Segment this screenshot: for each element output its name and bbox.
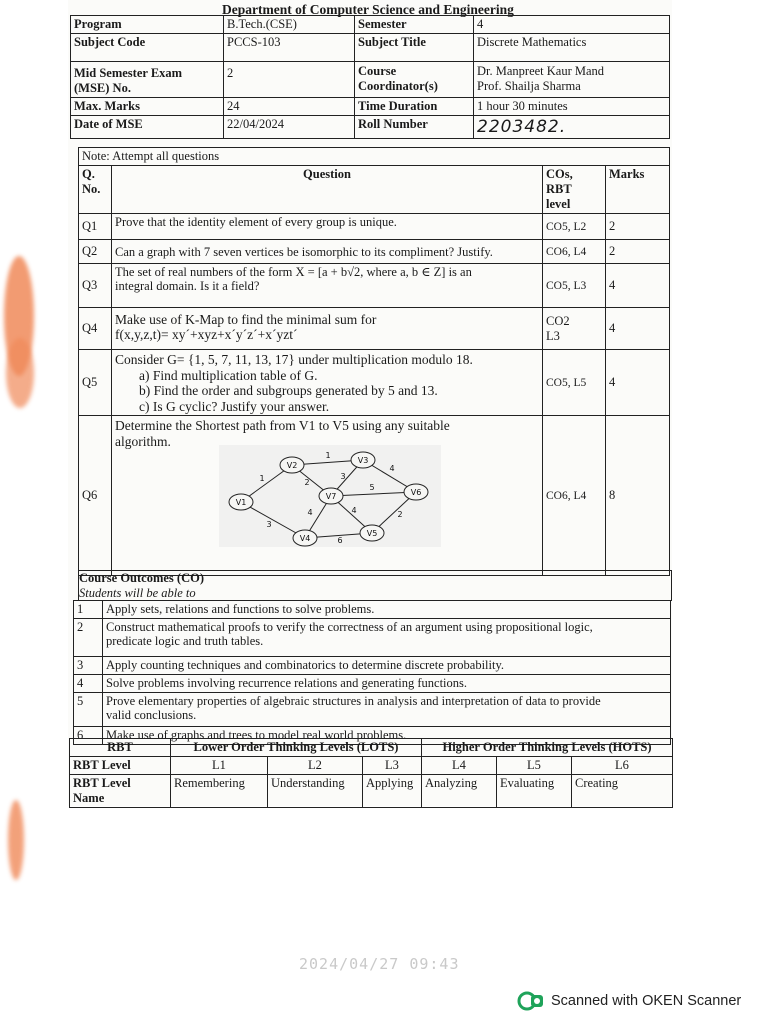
scanner-text: Scanned with OKEN Scanner [551, 993, 742, 1009]
node-label-v4: V4 [299, 534, 311, 543]
rbt-level: L2 [268, 757, 363, 775]
question-text: Determine the Shortest path from V1 to V5 using any suitable algorithm. [112, 416, 543, 576]
date-label: Date of MSE [71, 116, 224, 139]
node-label-v6: V6 [410, 488, 422, 497]
program-value: B.Tech.(CSE) [224, 16, 355, 34]
scan-timestamp: 2024/04/27 09:43 [299, 955, 460, 973]
question-co: CO6, L4 [543, 416, 606, 576]
max-marks-value: 24 [224, 98, 355, 116]
list-item [74, 657, 671, 675]
rbt-level-name: Understanding [268, 775, 363, 808]
finger-blob [8, 800, 24, 880]
edge-label: 5 [369, 483, 375, 492]
node-label-v7: V7 [325, 492, 337, 501]
co-number: 1 [74, 601, 103, 619]
course-outcomes-subtitle: Students will be able to [79, 586, 196, 600]
time-duration-label: Time Duration [355, 98, 474, 116]
question-marks: 4 [606, 308, 670, 350]
question-number: Q3 [79, 264, 112, 308]
rbt-level-name: Remembering [171, 775, 268, 808]
list-item [74, 675, 671, 693]
note-text: Note: Attempt all questions [79, 148, 670, 166]
subject-code-value: PCCS-103 [224, 34, 355, 62]
co-number: 5 [74, 693, 103, 727]
co-text: Construct mathematical proofs to verify the correctness of an argument using propositional logic, predicate logic and truth tables. [103, 619, 671, 657]
max-marks-label: Max. Marks [71, 98, 224, 116]
semester-label: Semester [355, 16, 474, 34]
question-text: Consider G= {1, 5, 7, 11, 13, 17} under multiplication modulo 18. a) Find multiplication table of G. b) Find the order and subgroups generated by 5 and 13. c) Is G cyclic? Justify your answer. [112, 350, 543, 416]
edge-label: 1 [325, 451, 331, 460]
edge-label: 2 [304, 478, 310, 487]
question-marks: 2 [606, 214, 670, 240]
edge-label: 6 [337, 536, 343, 545]
question-marks: 2 [606, 240, 670, 264]
list-item [74, 619, 671, 657]
co-text: Apply sets, relations and functions to solve problems. [103, 601, 671, 619]
coordinator-label: Course Coordinator(s) [355, 62, 474, 98]
question-number: Q2 [79, 240, 112, 264]
finger-blob [6, 338, 34, 408]
rbt-level: L3 [363, 757, 422, 775]
column-header-qno: Q. No. [79, 166, 112, 214]
oken-scanner-icon [517, 991, 545, 1011]
mse-value: 2 [224, 62, 355, 98]
question-marks: 8 [606, 416, 670, 576]
table-row [79, 308, 670, 350]
question-number: Q1 [79, 214, 112, 240]
edge-label: 3 [340, 472, 346, 481]
rbt-level: L5 [497, 757, 572, 775]
question-marks: 4 [606, 264, 670, 308]
question-co: CO5, L5 [543, 350, 606, 416]
mse-label: Mid Semester Exam (MSE) No. [71, 62, 224, 98]
co-number: 2 [74, 619, 103, 657]
edge-label: 3 [266, 520, 272, 529]
table-row [79, 264, 670, 308]
roll-number-label: Roll Number [355, 116, 474, 139]
edge-label: 1 [259, 474, 265, 483]
question-co: CO2 L3 [543, 308, 606, 350]
node-label-v5: V5 [366, 529, 378, 538]
table-row [79, 214, 670, 240]
list-item [74, 601, 671, 619]
question-text: Make use of K-Map to find the minimal sum for f(x,y,z,t)= xy´+xyz+x´y´z´+x´yzt´ [112, 308, 543, 350]
roll-number-value: 2203482. [474, 116, 670, 139]
subject-code-label: Subject Code [71, 34, 224, 62]
rbt-level: L6 [572, 757, 673, 775]
rbt-table [69, 738, 673, 808]
co-text: Solve problems involving recurrence relations and generating functions. [103, 675, 671, 693]
course-outcomes-table [73, 600, 671, 745]
department-title: Department of Computer Science and Engineering [222, 2, 514, 17]
header-info-table [70, 15, 670, 139]
rbt-label: RBT [70, 739, 171, 757]
node-label-v3: V3 [357, 456, 369, 465]
question-number: Q6 [79, 416, 112, 576]
question-co: CO5, L3 [543, 264, 606, 308]
question-number: Q4 [79, 308, 112, 350]
edge-label: 2 [397, 510, 403, 519]
time-duration-value: 1 hour 30 minutes [474, 98, 670, 116]
rbt-level-name-label: RBT Level Name [70, 775, 171, 808]
rbt-level-name: Creating [572, 775, 673, 808]
semester-value: 4 [474, 16, 670, 34]
table-row [79, 240, 670, 264]
edge-label: 4 [351, 506, 357, 515]
rbt-level: L4 [422, 757, 497, 775]
node-label-v1: V1 [235, 498, 247, 507]
course-outcomes-title: Course Outcomes (CO) [79, 571, 204, 585]
column-header-question: Question [112, 166, 543, 214]
coordinator-value: Dr. Manpreet Kaur Mand Prof. Shailja Sharma [474, 62, 670, 98]
rbt-level-name: Applying [363, 775, 422, 808]
column-header-cos: COs, RBT level [543, 166, 606, 214]
hots-header: Higher Order Thinking Levels (HOTS) [422, 739, 673, 757]
program-label: Program [71, 16, 224, 34]
lots-header: Lower Order Thinking Levels (LOTS) [171, 739, 422, 757]
co-text: Apply counting techniques and combinatorics to determine discrete probability. [103, 657, 671, 675]
column-header-marks: Marks [606, 166, 670, 214]
table-row [79, 350, 670, 416]
edge-label: 4 [389, 464, 395, 473]
graph-svg [219, 445, 441, 547]
question-marks: 4 [606, 350, 670, 416]
date-value: 22/04/2024 [224, 116, 355, 139]
subject-title-value: Discrete Mathematics [474, 34, 670, 62]
rbt-level-name: Analyzing [422, 775, 497, 808]
co-number: 6 [74, 727, 103, 745]
course-outcomes-header [78, 570, 672, 601]
question-co: CO6, L4 [543, 240, 606, 264]
co-number: 4 [74, 675, 103, 693]
co-text: Make use of graphs and trees to model real world problems. [103, 727, 671, 745]
rbt-level-label: RBT Level [70, 757, 171, 775]
question-text: Can a graph with 7 seven vertices be isomorphic to its compliment? Justify. [112, 240, 543, 264]
co-number: 3 [74, 657, 103, 675]
scanner-watermark [517, 991, 741, 1011]
question-text: The set of real numbers of the form X = [a + b√2, where a, b ∈ Z] is an integral domain. Is it a field? [112, 264, 543, 308]
shortest-path-graph [219, 445, 441, 547]
list-item [74, 693, 671, 727]
edge-label: 4 [307, 508, 313, 517]
question-number: Q5 [79, 350, 112, 416]
question-co: CO5, L2 [543, 214, 606, 240]
node-label-v2: V2 [286, 461, 298, 470]
rbt-level-name: Evaluating [497, 775, 572, 808]
co-text: Prove elementary properties of algebraic structures in analysis and interpretation of data to provide valid conclusions. [103, 693, 671, 727]
subject-title-label: Subject Title [355, 34, 474, 62]
rbt-level: L1 [171, 757, 268, 775]
question-text: Prove that the identity element of every group is unique. [112, 214, 543, 240]
